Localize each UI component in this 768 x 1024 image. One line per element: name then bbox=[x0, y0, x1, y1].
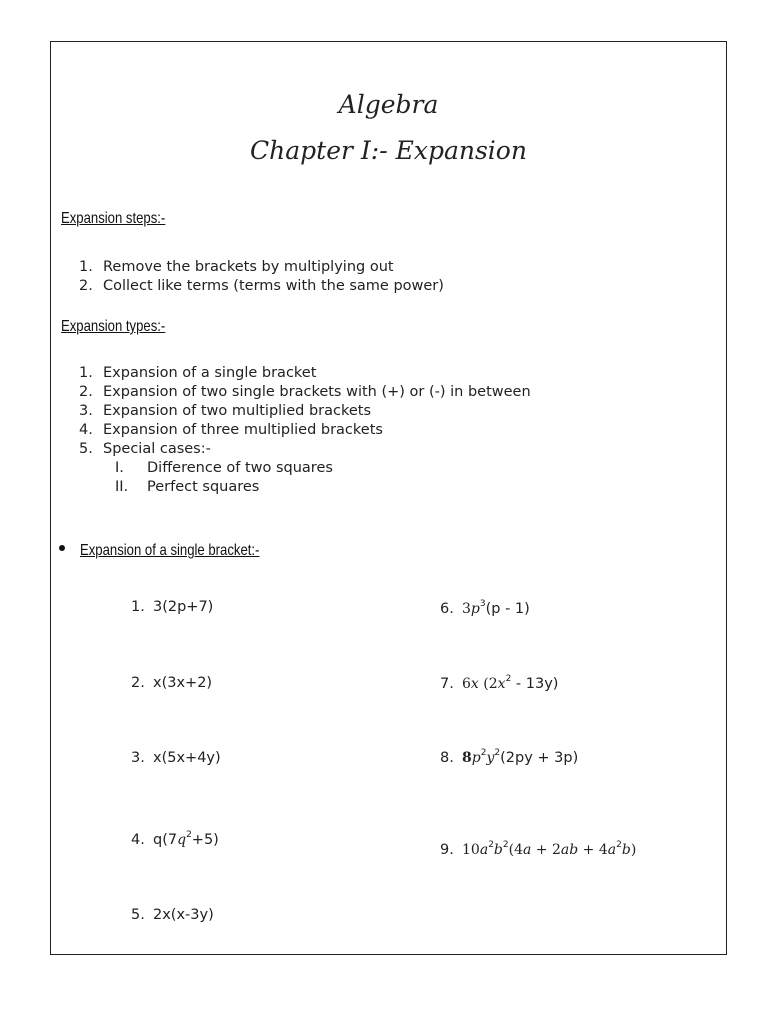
list-item: 3. Expansion of two multiplied brackets bbox=[79, 403, 372, 419]
list-item: 5. Special cases:- bbox=[79, 441, 211, 457]
types-list bbox=[51, 364, 531, 459]
problem-5: 5. 2x(x-3y) bbox=[131, 907, 214, 923]
problem-8: 8. $8p^2y^2(2py + 3p)$ bbox=[440, 748, 579, 766]
steps-list bbox=[51, 258, 444, 296]
list-item: 1. Expansion of a single bracket bbox=[79, 365, 317, 381]
problem-7: 7. 6x $(2x^2 - 13y)$ bbox=[440, 674, 559, 692]
list-item: II. Perfect squares bbox=[115, 479, 260, 495]
single-bracket-heading: Expansion of a single bracket:- bbox=[80, 542, 260, 559]
special-cases-list bbox=[51, 459, 333, 497]
steps-heading: Expansion steps:- bbox=[61, 210, 166, 227]
chapter-title: Chapter I:- Expansion bbox=[250, 136, 527, 165]
page-title: Algebra bbox=[338, 90, 439, 119]
problem-4: 4. $q(7q^2+5)$ bbox=[131, 830, 219, 848]
problem-9: 9. $10a^2b^2(4a + 2ab + 4a^2b)$ bbox=[440, 840, 637, 858]
list-item: 4. Expansion of three multiplied brackets bbox=[79, 422, 383, 438]
worksheet-page bbox=[50, 41, 727, 955]
types-heading: Expansion types:- bbox=[61, 318, 166, 335]
bullet-icon bbox=[59, 545, 65, 551]
list-item: I. Difference of two squares bbox=[115, 460, 333, 476]
problem-6: 6. $3p^3(p - 1)$ bbox=[440, 599, 530, 617]
problem-3: 3. x(5x+4y) bbox=[131, 750, 221, 766]
list-item: 2. Expansion of two single brackets with (+) or (-) in between bbox=[79, 384, 531, 400]
problem-1: 1. 3(2p+7) bbox=[131, 599, 214, 615]
list-item: 1. Remove the brackets by multiplying out bbox=[79, 259, 394, 275]
problem-2: 2. x(3x+2) bbox=[131, 675, 213, 691]
list-item: 2. Collect like terms (terms with the same power) bbox=[79, 278, 444, 294]
